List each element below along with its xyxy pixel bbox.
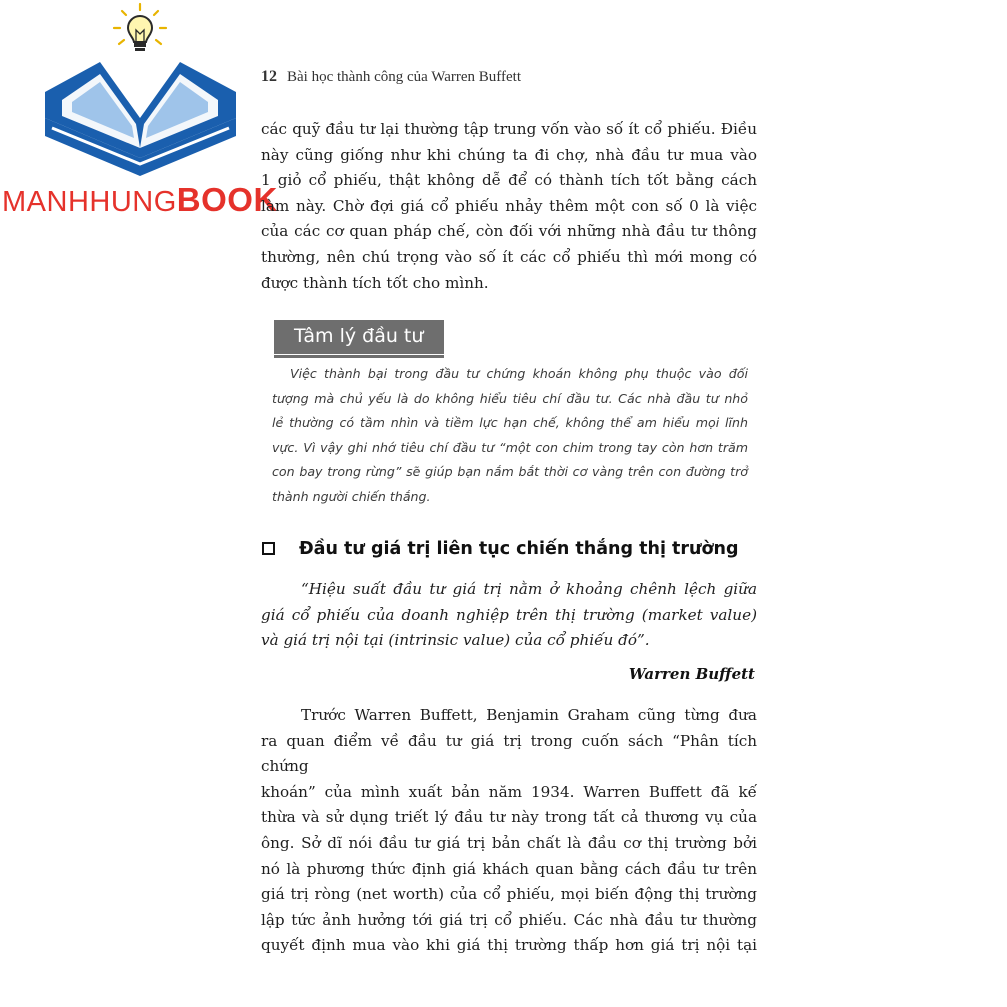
note-line: con bay trong rừng” sẽ giúp bạn nắm bắt thời cơ vàng trên con đường trở <box>272 464 748 480</box>
text-line: ra quan điểm về đầu tư giá trị trong cuốn sách “Phân tích chứng <box>261 731 757 776</box>
brand-name: MANHHUNGBOOK <box>2 181 278 218</box>
box-title: Tâm lý đầu tư <box>274 320 444 354</box>
note-line: thành người chiến thắng. <box>272 488 431 504</box>
text-line: ông. Sở dĩ nói đầu tư giá trị bản chất là đầu cơ thị trường bởi <box>261 833 757 852</box>
quote-line: và giá trị nội tại (intrinsic value) của cổ phiếu đó”. <box>261 631 650 650</box>
note-line: vực. Vì vậy ghi nhớ tiêu chí đầu tư “một con chim trong tay còn hơn trăm <box>272 439 748 455</box>
text-line: Trước Warren Buffett, Benjamin Graham cũng từng đưa <box>301 706 757 724</box>
section-heading <box>262 539 762 559</box>
text-line: lập tức ảnh hưởng tới giá trị cổ phiếu. Các nhà đầu tư thường <box>261 910 757 929</box>
text-line: quyết định mua vào khi giá thị trường thấp hơn giá trị nội tại <box>261 936 757 955</box>
text-line: thừa và sử dụng triết lý đầu tư này trong tất cả thương vụ của <box>261 808 757 827</box>
section-title: Đầu tư giá trị liên tục chiến thắng thị trường <box>299 539 739 559</box>
text-line: các quỹ đầu tư lại thường tập trung vốn vào số ít cổ phiếu. Điều <box>261 120 757 138</box>
text-line: 1 giỏ cổ phiếu, thật không dễ để có thành tích tốt bằng cách <box>261 171 757 190</box>
note-line: lẻ thường có tầm nhìn và tiềm lực hạn chế, không thể am hiểu mọi lĩnh <box>272 415 748 431</box>
quote-line: “Hiệu suất đầu tư giá trị nằm ở khoảng chênh lệch giữa <box>301 580 757 598</box>
lightbulb-icon <box>114 4 166 51</box>
box-divider <box>274 355 444 358</box>
book-title: Bài học thành công của Warren Buffett <box>287 69 521 85</box>
checkbox-icon <box>262 542 275 555</box>
page-number: 12 <box>261 68 277 85</box>
body-paragraph-2 <box>261 703 757 959</box>
text-line: làm này. Chờ đợi giá cổ phiếu nhảy thêm một con số 0 là việc <box>261 196 757 215</box>
text-line: của các cơ quan pháp chế, còn đối với những nhà đầu tư thông <box>261 222 757 241</box>
text-line: này cũng giống như khi chúng ta đi chợ, nhà đầu tư mua vào <box>261 145 757 164</box>
open-book-icon <box>0 0 300 185</box>
box-note <box>272 362 748 510</box>
text-line: được thành tích tốt cho mình. <box>261 273 489 292</box>
quote-line: giá cổ phiếu của doanh nghiệp trên thị trường (market value) <box>261 605 757 624</box>
note-line: tượng mà chủ yếu là do không hiểu tiêu chí đầu tư. Các nhà đầu tư nhỏ <box>272 390 748 406</box>
quote-block <box>261 577 757 654</box>
text-line: nó là phương thức định giá khách quan bằng cách đầu tư trên <box>261 859 757 878</box>
text-line: khoán” của mình xuất bản năm 1934. Warren Buffett đã kế <box>261 782 757 801</box>
body-paragraph-1 <box>261 117 757 296</box>
brand-logo <box>0 0 300 230</box>
text-line: giá trị ròng (net worth) của cổ phiếu, mọi biến động thị trường <box>261 885 757 904</box>
text-line: thường, nên chú trọng vào số ít các cổ phiếu thì mới mong có <box>261 247 757 266</box>
running-header <box>261 68 761 86</box>
note-line: Việc thành bại trong đầu tư chứng khoán không phụ thuộc vào đối <box>290 366 748 381</box>
quote-author: Warren Buffett <box>628 665 755 683</box>
